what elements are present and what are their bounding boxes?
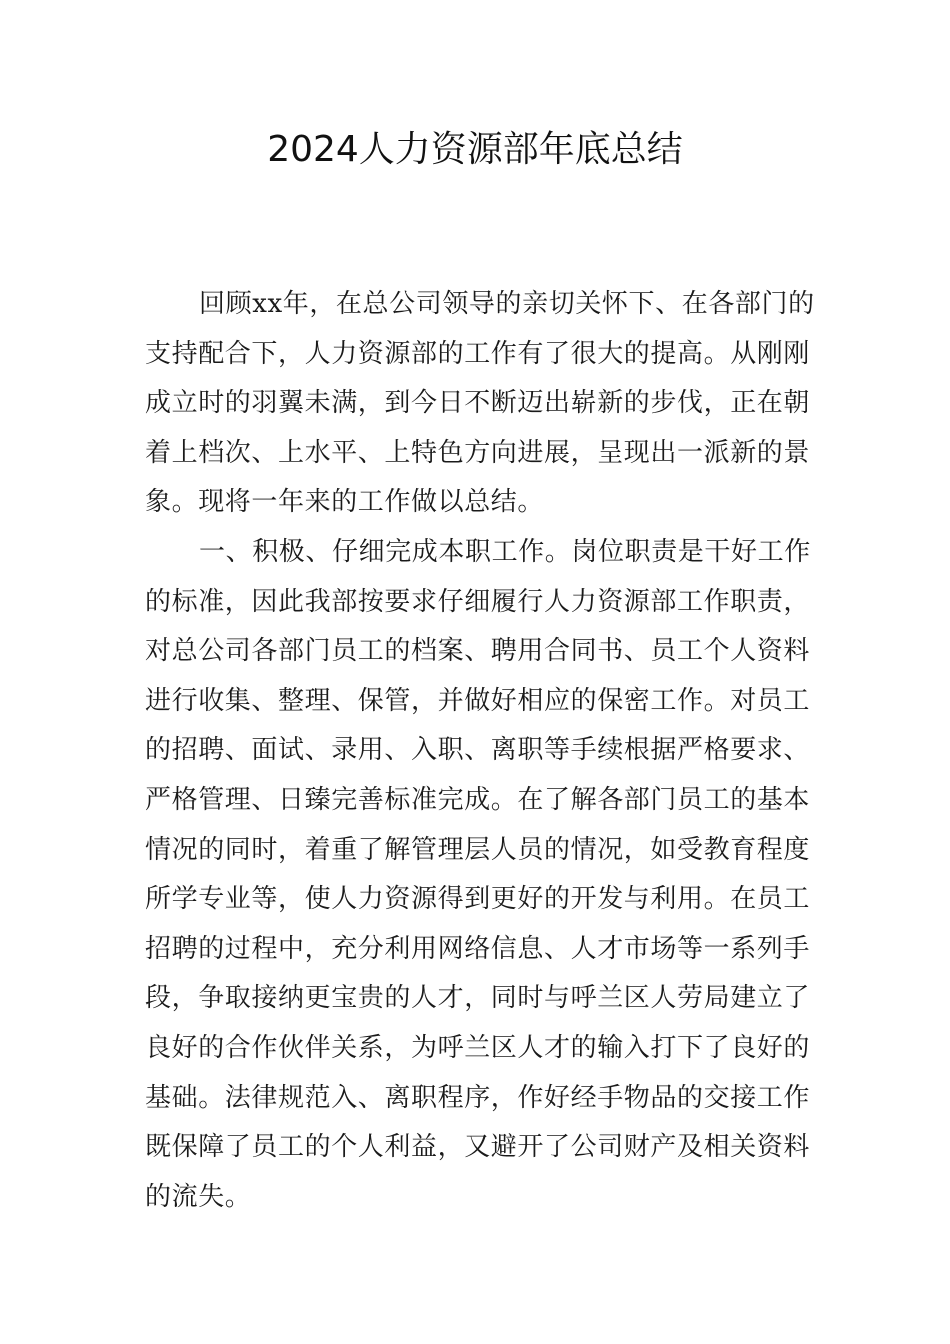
paragraph-line: 象。现将一年来的工作做以总结。 [145, 487, 545, 518]
paragraph-line: 既保障了员工的个人利益，又避开了公司财产及相关资料 [145, 1132, 811, 1163]
paragraph-1 [145, 280, 815, 528]
paragraph-line: 支持配合下，人力资源部的工作有了很大的提高。从刚刚 [145, 338, 811, 369]
paragraph-line: 良好的合作伙伴关系，为呼兰区人才的输入打下了良好的 [145, 1032, 811, 1063]
paragraph-line: 招聘的过程中，充分利用网络信息、人才市场等一系列手 [145, 933, 811, 964]
paragraph-line: 进行收集、整理、保管，并做好相应的保密工作。对员工 [145, 685, 811, 716]
document-title: 2024人力资源部年底总结 [267, 129, 683, 170]
paragraph-line: 的招聘、面试、录用、入职、离职等手续根据严格要求、 [145, 735, 811, 766]
paragraph-line: 回顾xx年，在总公司领导的亲切关怀下、在各部门的 [199, 289, 815, 319]
document-body [145, 280, 815, 1222]
paragraph-line: 成立时的羽翼未满，到今日不断迈出崭新的步伐，正在朝 [145, 388, 811, 419]
paragraph-line: 的流失。 [145, 1181, 252, 1212]
paragraph-line: 的标准，因此我部按要求仔细履行人力资源部工作职责， [145, 586, 811, 617]
paragraph-line: 严格管理、日臻完善标准完成。在了解各部门员工的基本 [145, 784, 811, 815]
paragraph-line: 对总公司各部门员工的档案、聘用合同书、员工个人资料 [145, 636, 811, 667]
paragraph-line: 情况的同时，着重了解管理层人员的情况，如受教育程度 [145, 834, 811, 865]
paragraph-line: 着上档次、上水平、上特色方向进展，呈现出一派新的景 [145, 437, 811, 468]
paragraph-line: 所学专业等，使人力资源得到更好的开发与利用。在员工 [145, 884, 811, 915]
paragraph-2 [145, 528, 809, 1222]
paragraph-line: 基础。法律规范入、离职程序，作好经手物品的交接工作 [145, 1082, 811, 1113]
paragraph-line: 一、积极、仔细完成本职工作。岗位职责是干好工作 [199, 536, 811, 567]
paragraph-line: 段，争取接纳更宝贵的人才，同时与呼兰区人劳局建立了 [145, 983, 811, 1014]
